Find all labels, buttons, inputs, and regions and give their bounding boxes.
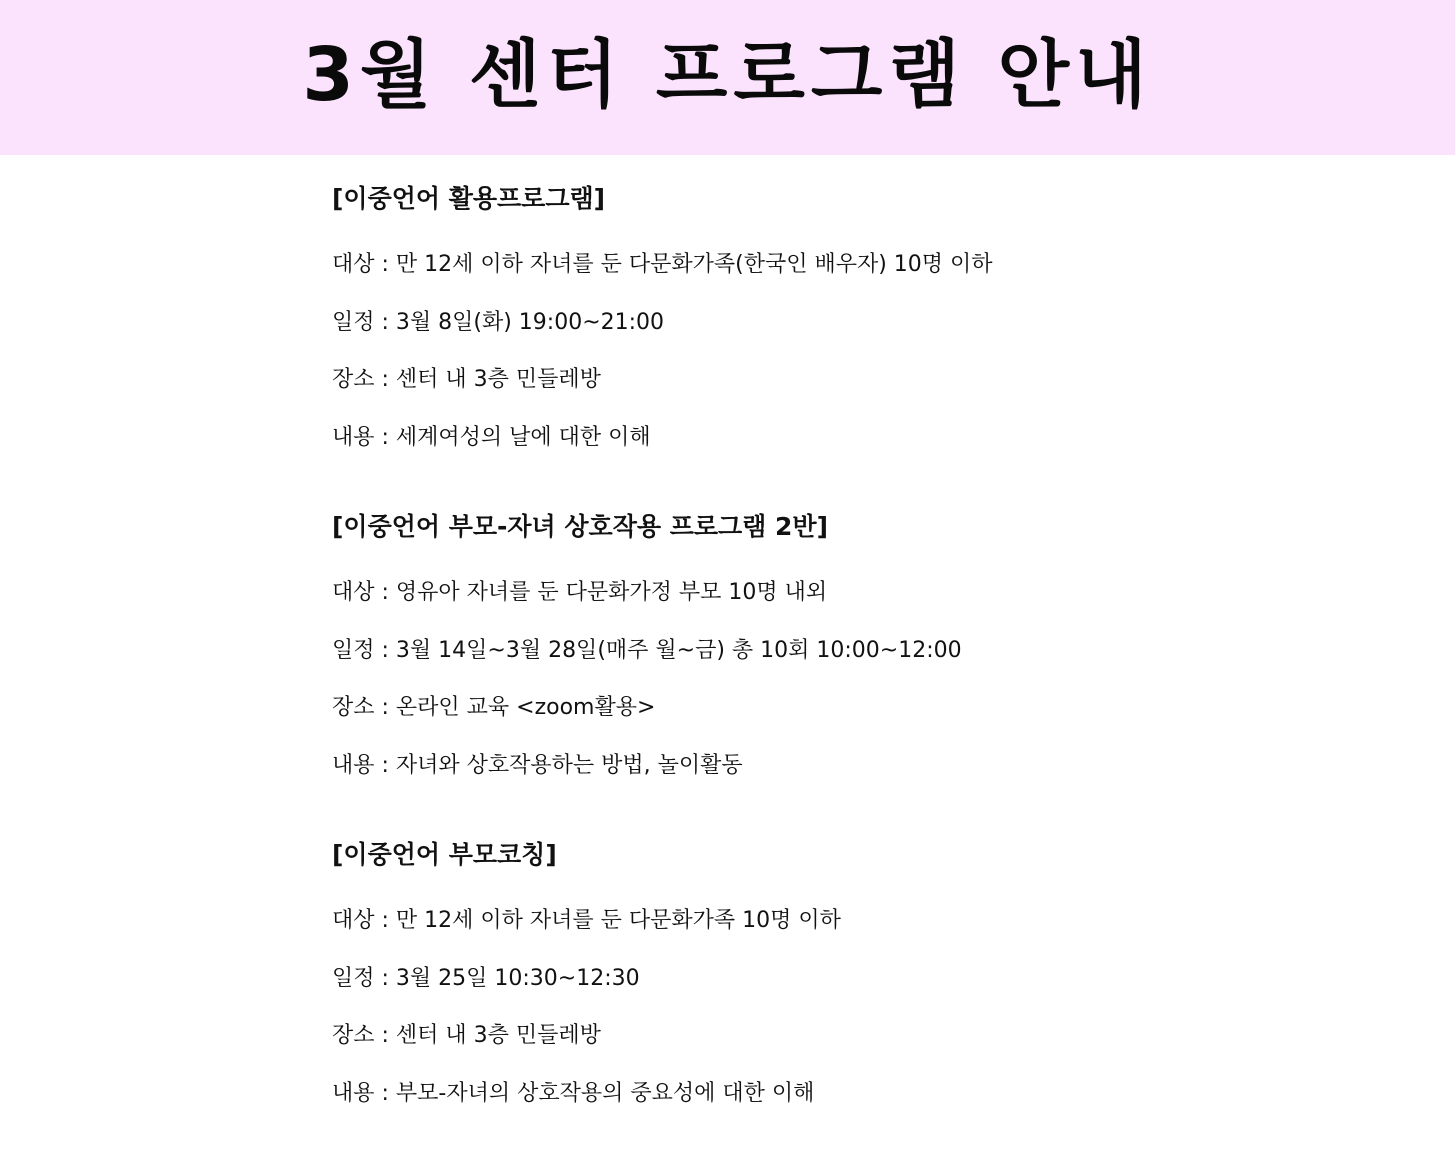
program-content: 내용 : 자녀와 상호작용하는 방법, 놀이활동: [332, 752, 743, 778]
program-title: [이중언어 부모-자녀 상호작용 프로그램 2반]: [332, 512, 828, 541]
program-content: 내용 : 세계여성의 날에 대한 이해: [332, 424, 651, 450]
page-title: 3월 센터 프로그램 안내: [302, 32, 1153, 118]
program-list: [332, 176, 1332, 1160]
program-place: 장소 : 센터 내 3층 민들레방: [332, 1023, 601, 1048]
program-schedule: 일정 : 3월 14일~3월 28일(매주 월~금) 총 10회 10:00~12:00: [332, 637, 962, 663]
program-title: [이중언어 부모코칭]: [332, 840, 557, 869]
program-content: 내용 : 부모-자녀의 상호작용의 중요성에 대한 이해: [332, 1080, 815, 1106]
program-section-bilingual-usage: [332, 176, 1332, 466]
program-target: 대상 : 영유아 자녀를 둔 다문화가정 부모 10명 내외: [332, 580, 828, 605]
program-schedule: 일정 : 3월 25일 10:30~12:30: [332, 965, 640, 991]
program-place: 장소 : 온라인 교육 <zoom활용>: [332, 695, 656, 720]
program-title: [이중언어 활용프로그램]: [332, 184, 606, 213]
program-section-parent-child-interaction: [332, 504, 1332, 794]
program-target: 대상 : 만 12세 이하 자녀를 둔 다문화가족(한국인 배우자) 10명 이하: [332, 252, 993, 277]
header-banner: [0, 0, 1455, 155]
program-schedule: 일정 : 3월 8일(화) 19:00~21:00: [332, 309, 665, 335]
program-target: 대상 : 만 12세 이하 자녀를 둔 다문화가족 10명 이하: [332, 908, 841, 933]
program-section-parent-coaching: [332, 832, 1332, 1122]
program-place: 장소 : 센터 내 3층 민들레방: [332, 367, 601, 392]
